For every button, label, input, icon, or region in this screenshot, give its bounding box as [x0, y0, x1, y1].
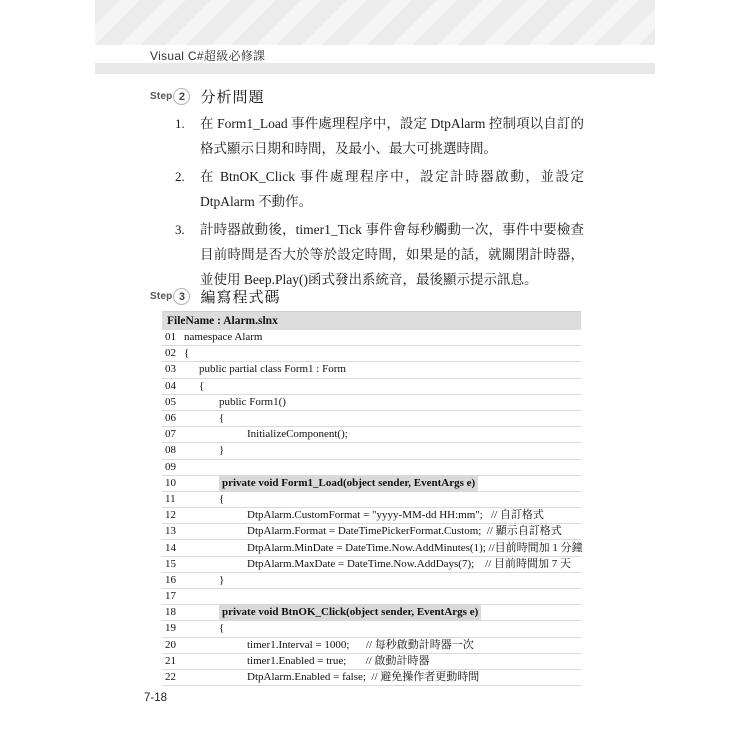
- code-line-text: DtpAlarm.Format = DateTimePickerFormat.Custom; // 顯示自訂格式: [247, 525, 562, 538]
- code-line-text: DtpAlarm.Enabled = false; // 避免操作者更動時間: [247, 671, 480, 684]
- code-line-text: }: [219, 444, 225, 457]
- step-number-badge: 2: [173, 88, 190, 105]
- step-3-heading: [150, 286, 281, 307]
- code-line-row: [162, 508, 581, 524]
- code-line-row: [162, 638, 581, 654]
- code-line-row: [162, 492, 581, 508]
- list-item-text: 在 Form1_Load 事件處理程序中，設定 DtpAlarm 控制項以自訂的格式顯示日期和時間，及最小、最大可挑選時間。: [200, 116, 584, 156]
- code-line-text: public Form1(): [219, 395, 286, 408]
- code-line-text: {: [184, 347, 190, 360]
- code-line-text: private void BtnOK_Click(object sender, EventArgs e): [219, 605, 481, 620]
- code-line-number: 13: [165, 525, 176, 538]
- list-item: [175, 164, 584, 214]
- code-line-text: private void Form1_Load(object sender, EventArgs e): [219, 476, 478, 491]
- code-rows: [162, 330, 581, 686]
- code-line-row: [162, 589, 581, 605]
- step-number-badge: 3: [173, 288, 190, 305]
- list-item: [175, 217, 584, 292]
- code-line-row: [162, 395, 581, 411]
- code-line-number: 22: [165, 671, 176, 684]
- code-line-text: timer1.Interval = 1000; // 每秒啟動計時器一次: [247, 638, 474, 651]
- code-line-number: 16: [165, 573, 176, 586]
- code-line-row: [162, 443, 581, 459]
- code-line-row: [162, 540, 581, 556]
- analysis-list: [175, 111, 584, 295]
- step-label: Step: [150, 91, 173, 102]
- code-line-number: 19: [165, 622, 176, 635]
- code-listing-filename-header: FileName : Alarm.slnx: [162, 311, 581, 330]
- code-line-row: [162, 557, 581, 573]
- header-stripe-pattern: [95, 0, 655, 45]
- code-line-text: DtpAlarm.MaxDate = DateTime.Now.AddDays(7); // 目前時間加 7 天: [247, 557, 572, 570]
- code-line-number: 12: [165, 509, 176, 522]
- code-line-text: public partial class Form1 : Form: [199, 363, 346, 376]
- code-line-row: [162, 654, 581, 670]
- code-line-number: 05: [165, 395, 176, 408]
- header-gray-band: [95, 63, 655, 74]
- code-line-row: [162, 524, 581, 540]
- code-line-number: 18: [165, 606, 176, 619]
- code-line-number: 04: [165, 379, 176, 392]
- code-line-number: 17: [165, 590, 176, 603]
- code-line-text: {: [219, 412, 225, 425]
- step-title: 分析問題: [200, 90, 265, 106]
- list-item: [175, 111, 584, 161]
- code-line-row: [162, 362, 581, 378]
- code-line-row: [162, 476, 581, 492]
- code-line-text: DtpAlarm.MinDate = DateTime.Now.AddMinutes(1); //目前時間加 1 分鐘: [247, 541, 583, 554]
- code-line-number: 14: [165, 541, 176, 554]
- code-line-row: [162, 573, 581, 589]
- book-title: Visual C#超級必修課: [150, 49, 266, 63]
- code-line-text: }: [219, 573, 225, 586]
- code-line-row: [162, 670, 581, 686]
- code-line-text: {: [219, 492, 225, 505]
- code-line-text: namespace Alarm: [184, 331, 263, 344]
- step-title: 編寫程式碼: [200, 290, 281, 306]
- list-item-number: 1.: [175, 116, 185, 131]
- code-line-number: 20: [165, 638, 176, 651]
- code-line-row: [162, 427, 581, 443]
- code-line-number: 09: [165, 460, 176, 473]
- code-line-number: 07: [165, 428, 176, 441]
- code-line-row: [162, 346, 581, 362]
- code-line-text: timer1.Enabled = true; // 啟動計時器: [247, 654, 430, 667]
- step-2-heading: [150, 86, 265, 107]
- code-line-number: 21: [165, 654, 176, 667]
- header-title-strip: [95, 45, 655, 63]
- code-line-text: DtpAlarm.CustomFormat = "yyyy-MM-dd HH:mm"; // 自訂格式: [247, 509, 544, 522]
- code-line-number: 01: [165, 331, 176, 344]
- code-line-number: 08: [165, 444, 176, 457]
- code-line-row: [162, 621, 581, 637]
- code-line-number: 10: [165, 476, 176, 489]
- code-line-text: {: [199, 379, 205, 392]
- code-line-row: [162, 460, 581, 476]
- step-label: Step: [150, 291, 173, 302]
- code-line-number: 11: [165, 492, 176, 505]
- code-line-row: [162, 605, 581, 621]
- code-line-number: 02: [165, 347, 176, 360]
- code-line-number: 15: [165, 557, 176, 570]
- code-line-text: {: [219, 622, 225, 635]
- code-line-row: [162, 379, 581, 395]
- list-item-text: 在 BtnOK_Click 事件處理程序中，設定計時器啟動，並設定 DtpAlarm 不動作。: [200, 169, 584, 209]
- list-item-number: 3.: [175, 222, 185, 237]
- page-number: 7-18: [144, 692, 168, 704]
- list-item-text: 計時器啟動後，timer1_Tick 事件會每秒觸動一次，事件中要檢查目前時間是否大於等於設定時間，如果是的話，就關閉計時器，並使用 Beep.Play()函式發出系統音，最後顯示提示訊息。: [200, 222, 584, 287]
- code-line-number: 06: [165, 412, 176, 425]
- code-listing-table: [162, 311, 581, 686]
- code-line-text: InitializeComponent();: [247, 428, 348, 441]
- code-line-number: 03: [165, 363, 176, 376]
- code-line-row: [162, 330, 581, 346]
- list-item-number: 2.: [175, 169, 185, 184]
- code-line-row: [162, 411, 581, 427]
